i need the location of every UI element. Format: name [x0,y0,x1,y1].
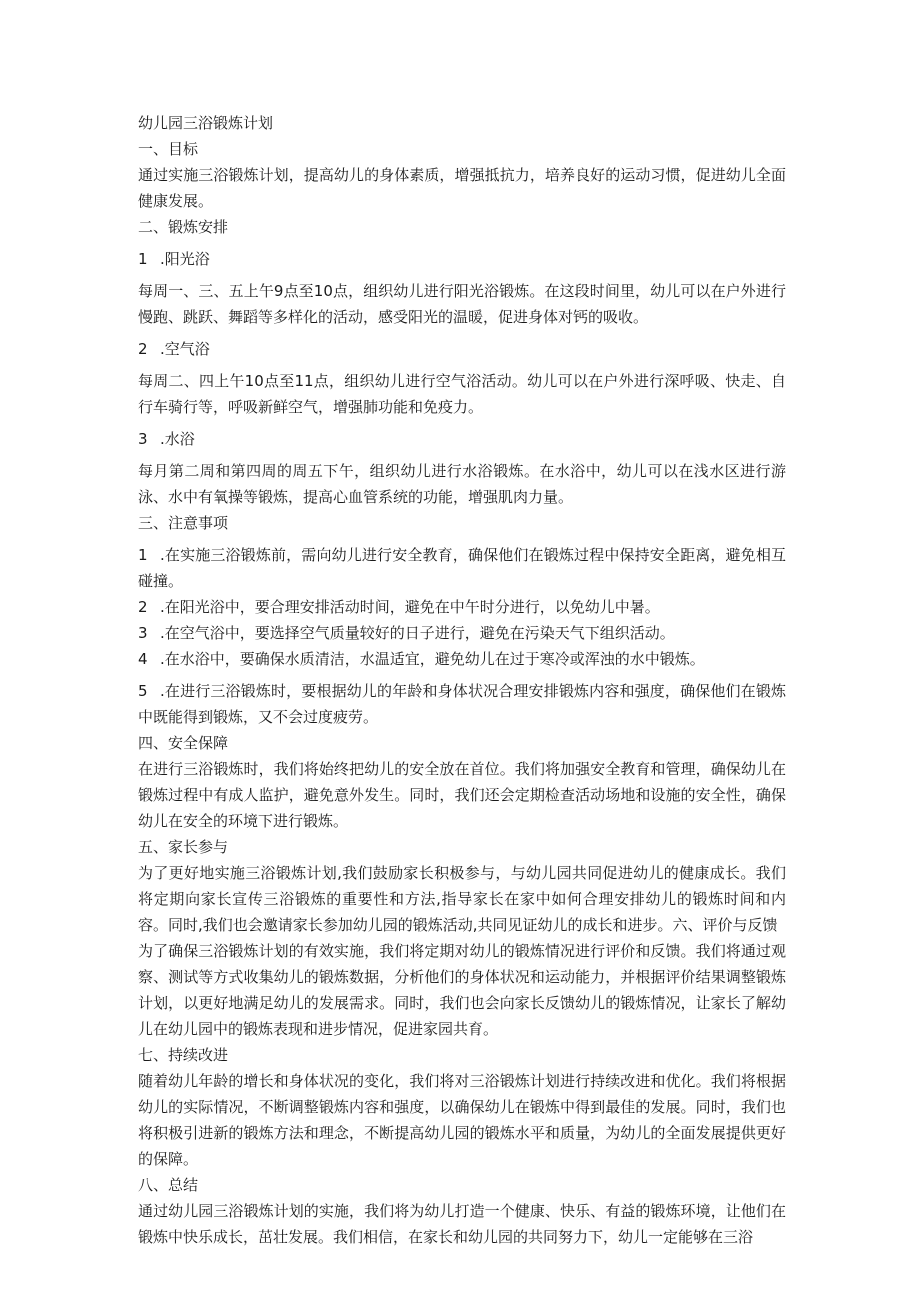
item-number: 3 [138,624,148,642]
schedule-item-airbath-body: 每周二、四上午10点至11点，组织幼儿进行空气浴活动。幼儿可以在户外进行深呼吸、快走、自行车骑行等，呼吸新鲜空气，增强肺功能和免疫力。 [138,372,786,416]
document-title: 幼儿园三浴锻炼计划 [138,114,274,132]
note-item [138,678,786,730]
section-body-improvement: 随着幼儿年龄的增长和身体状况的变化，我们将对三浴锻炼计划进行持续改进和优化。我们将根据幼儿的实际情况，不断调整锻炼内容和强度，以确保幼儿在锻炼中得到最佳的发展。同时，我们也将积极引进新的锻炼方法和理念，不断提高幼儿园的锻炼水平和质量，为幼儿的全面发展提供更好的保障。 [138,1072,786,1168]
item-number: 4 [138,650,148,668]
section-heading-schedule: 二、锻炼安排 [138,218,229,236]
note-text: .在水浴中，要确保水质清洁，水温适宜，避免幼儿在过于寒冷或浑浊的水中锻炼。 [160,650,705,668]
section-heading-goal: 一、目标 [138,140,199,158]
document-page [138,110,786,1250]
section-body-safety: 在进行三浴锻炼时，我们将始终把幼儿的安全放在首位。我们将加强安全教育和管理，确保幼儿在锻炼过程中有成人监护，避免意外发生。同时，我们还会定期检查活动场地和设施的安全性，确保幼儿在安全的环境下进行锻炼。 [138,760,786,830]
note-text: .在实施三浴锻炼前，需向幼儿进行安全教育，确保他们在锻炼过程中保持安全距离，避免相互碰撞。 [138,546,786,590]
note-item [138,646,786,672]
schedule-item-airbath-title [138,336,786,362]
schedule-item-sunbath-body: 每周一、三、五上午9点至10点，组织幼儿进行阳光浴锻炼。在这段时间里，幼儿可以在户外进行慢跑、跳跃、舞蹈等多样化的活动，感受阳光的温暖，促进身体对钙的吸收。 [138,282,786,326]
note-item [138,542,786,594]
section-heading-improvement: 七、持续改进 [138,1046,229,1064]
item-title: .阳光浴 [160,250,210,268]
note-text: .在空气浴中，要选择空气质量较好的日子进行，避免在污染天气下组织活动。 [160,624,675,642]
section-heading-notes: 三、注意事项 [138,514,229,532]
section-heading-summary: 八、总结 [138,1176,199,1194]
item-number: 1 [138,546,148,564]
item-number: 1 [138,250,148,268]
section-heading-parents: 五、家长参与 [138,838,229,856]
item-title: .水浴 [160,430,195,448]
note-text: .在进行三浴锻炼时，要根据幼儿的年龄和身体状况合理安排锻炼内容和强度，确保他们在锻炼中既能得到锻炼，又不会过度疲劳。 [138,682,786,726]
schedule-item-waterbath-title [138,426,786,452]
note-item [138,620,786,646]
item-number: 3 [138,430,148,448]
section-body-goal: 通过实施三浴锻炼计划，提高幼儿的身体素质，增强抵抗力，培养良好的运动习惯，促进幼儿全面健康发展。 [138,166,786,210]
section-body-evaluation: 为了确保三浴锻炼计划的有效实施，我们将定期对幼儿的锻炼情况进行评价和反馈。我们将通过观察、测试等方式收集幼儿的锻炼数据，分析他们的身体状况和运动能力，并根据评价结果调整锻炼计划，以更好地满足幼儿的发展需求。同时，我们也会向家长反馈幼儿的锻炼情况，让家长了解幼儿在幼儿园中的锻炼表现和进步情况，促进家园共育。 [138,942,786,1038]
item-number: 5 [138,682,148,700]
section-body-parents: 为了更好地实施三浴锻炼计划,我们鼓励家长积极参与，与幼儿园共同促进幼儿的健康成长。我们将定期向家长宣传三浴锻炼的重要性和方法,指导家长在家中如何合理安排幼儿的锻炼时间和内容。同时,我们也会邀请家长参加幼儿园的锻炼活动,共同见证幼儿的成长和进步。六、评价与反馈 [138,864,786,934]
schedule-item-sunbath-title [138,246,786,272]
note-item [138,594,786,620]
note-text: .在阳光浴中，要合理安排活动时间，避免在中午时分进行，以免幼儿中暑。 [160,598,660,616]
section-body-summary: 通过幼儿园三浴锻炼计划的实施，我们将为幼儿打造一个健康、快乐、有益的锻炼环境，让他们在锻炼中快乐成长，茁壮发展。我们相信，在家长和幼儿园的共同努力下，幼儿一定能够在三浴 [138,1202,786,1246]
item-title: .空气浴 [160,340,210,358]
item-number: 2 [138,598,148,616]
item-number: 2 [138,340,148,358]
section-heading-safety: 四、安全保障 [138,734,229,752]
schedule-item-waterbath-body: 每月第二周和第四周的周五下午，组织幼儿进行水浴锻炼。在水浴中，幼儿可以在浅水区进行游泳、水中有氧操等锻炼，提高心血管系统的功能，增强肌肉力量。 [138,462,786,506]
